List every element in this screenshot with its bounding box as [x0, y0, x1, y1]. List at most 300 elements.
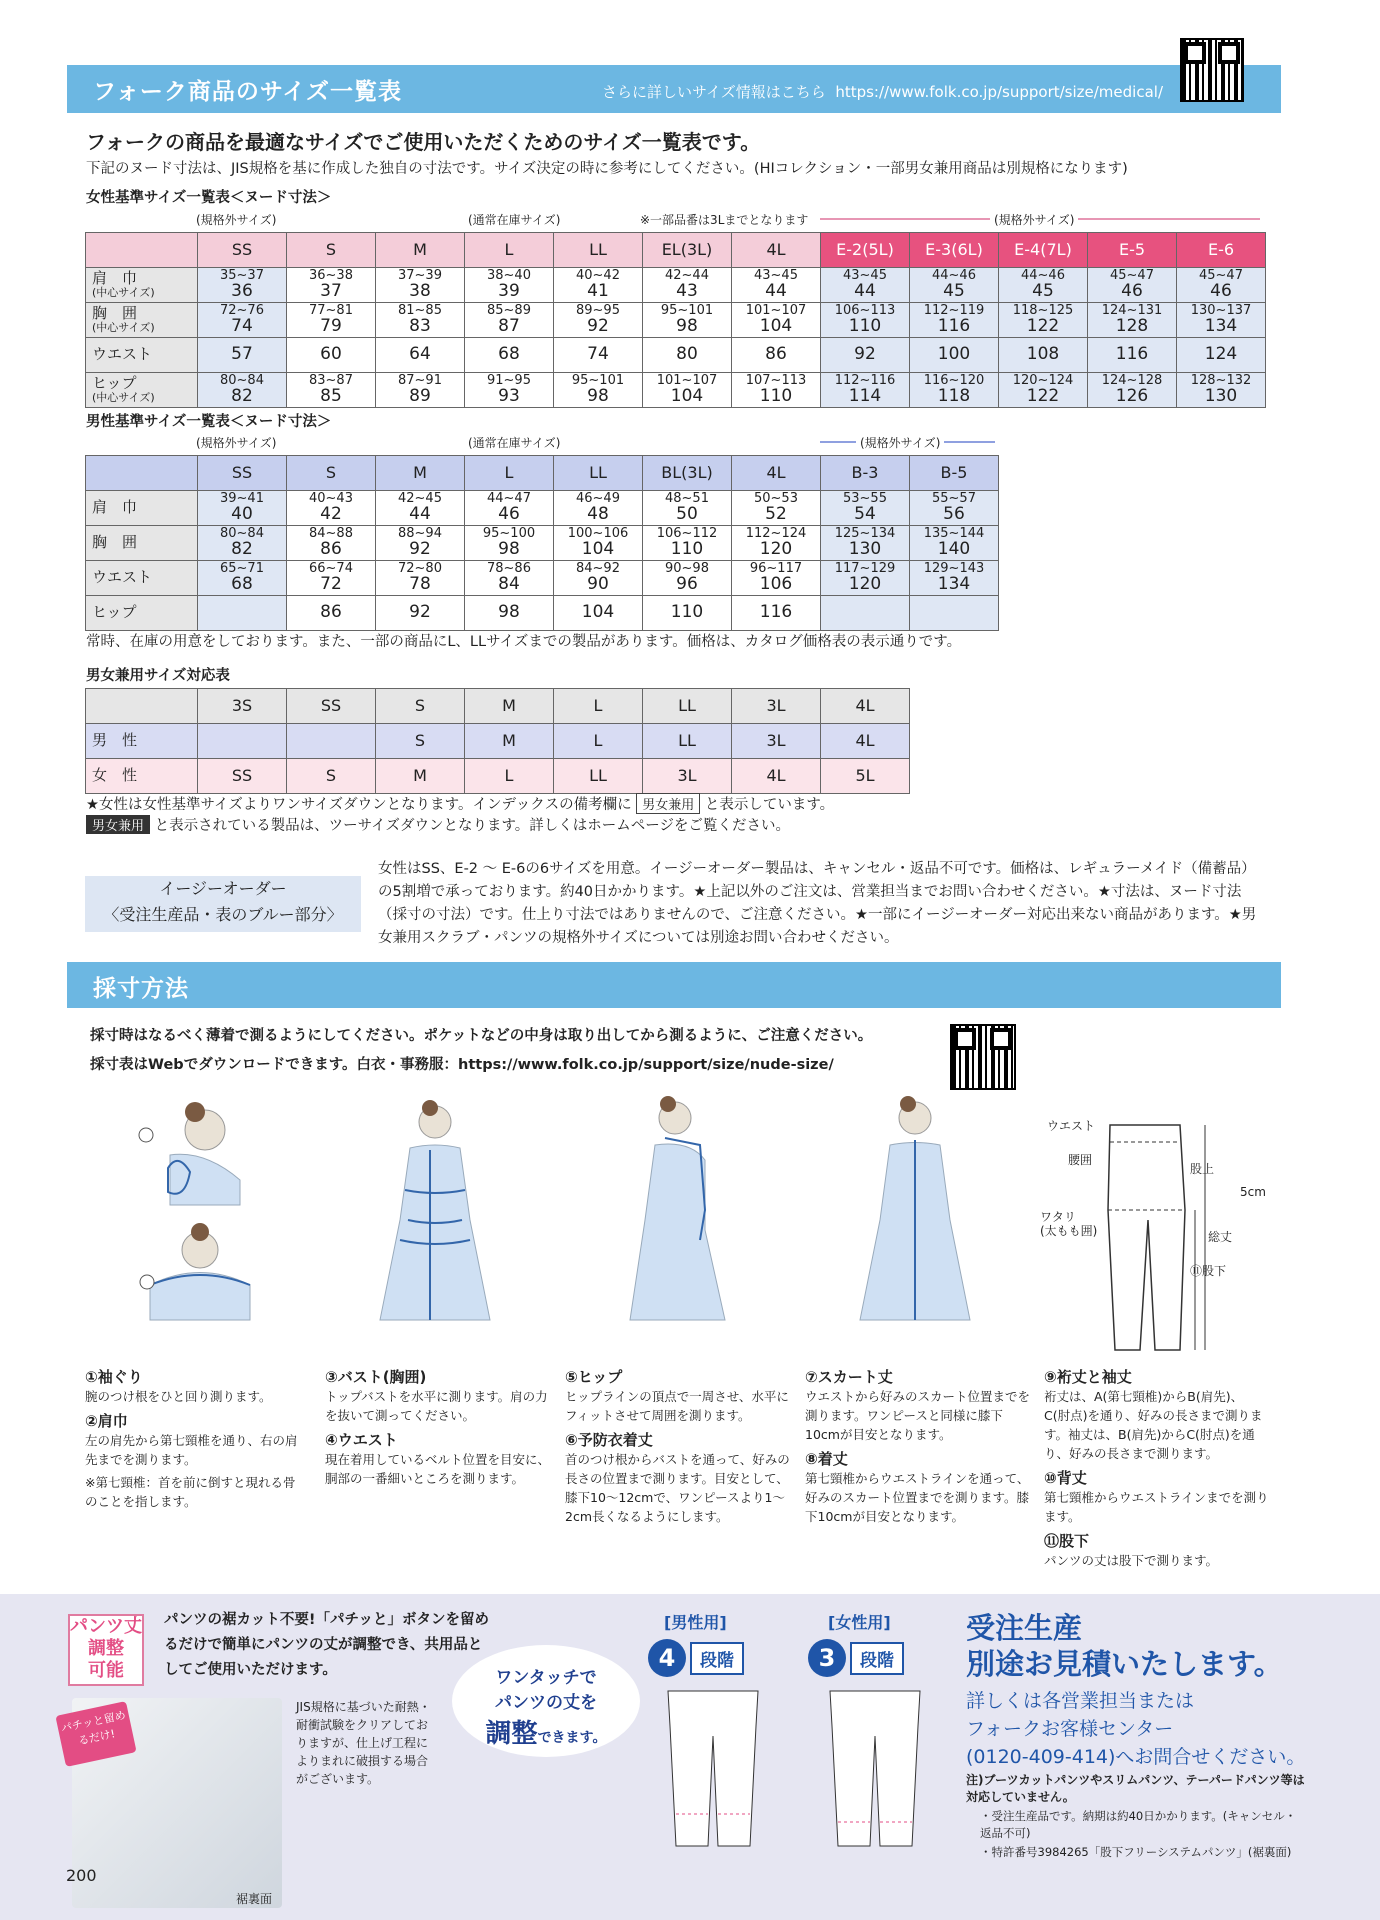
men-range-value: 100~106 — [567, 526, 629, 542]
men-center-value: 120 — [759, 538, 793, 559]
women-header-corner — [86, 233, 198, 268]
women-range-value: 36~38 — [309, 268, 353, 284]
intro-note: 下記のヌード寸法は、JIS規格を基に作成した独自の寸法です。サイズ決定の時に参考にしてください。(HIコレクション・一部男女兼用商品は別規格になります) — [86, 161, 1128, 177]
women-center-value: 36 — [231, 280, 253, 301]
men-range-value: 84~92 — [576, 561, 620, 577]
women-measure-row — [86, 303, 1266, 338]
unisex-header-row — [86, 689, 910, 724]
women-note-label: ※一部品番は3Lまでとなります — [640, 213, 809, 227]
men-center-value: 84 — [498, 573, 520, 594]
men-range-value: 65~71 — [220, 561, 264, 577]
men-range-value: 72~80 — [398, 561, 442, 577]
women-center-value: 38 — [409, 280, 431, 301]
men-range-value: 80~84 — [220, 526, 264, 542]
women-center-value: 98 — [676, 315, 698, 336]
women-size-header: E-6 — [1177, 233, 1266, 268]
women-table-title: 女性基準サイズ一覧表＜ヌード寸法＞ — [86, 190, 332, 206]
jis-note: JIS規格に基づいた耐熱・耐衝試験をクリアしておりますが、仕上げ工程によりまれに破損する場合がございます。 — [296, 1700, 431, 1786]
women-size-header: 4L — [732, 233, 821, 268]
women-center-value: 45 — [1032, 280, 1054, 301]
women-size-cell — [554, 373, 643, 408]
women-size-cell — [1177, 303, 1266, 338]
easy-order-label-1: イージーオーダー — [159, 879, 287, 898]
women-outside-right-label: (規格外サイズ) — [990, 211, 1078, 228]
men-size-cell — [821, 561, 910, 596]
women-center-value: 126 — [1115, 385, 1149, 406]
women-size-cell — [821, 303, 910, 338]
women-center-value: 130 — [1204, 385, 1238, 406]
figure-front-dress — [380, 1100, 490, 1320]
women-size-header: E-4(7L) — [999, 233, 1088, 268]
caption-desc-10: 第七頸椎からウエストラインまでを測ります。 — [1044, 1490, 1269, 1524]
measure-figures — [0, 1090, 1300, 1360]
women-center-value: 110 — [759, 385, 793, 406]
hem-label: 裾裏面 — [236, 1892, 273, 1906]
men-size-cell — [643, 596, 732, 631]
women-size-cell — [999, 268, 1088, 303]
women-range-value: 120~124 — [1012, 373, 1074, 389]
qr-code-icon[interactable] — [1180, 38, 1244, 102]
women-outside-left-label: (規格外サイズ) — [196, 213, 277, 227]
men-range-value: 48~51 — [665, 491, 709, 507]
men-size-cell — [287, 561, 376, 596]
men-center-value: 68 — [231, 573, 253, 594]
women-range-value: 85~89 — [487, 303, 531, 319]
women-label: [女性用] — [828, 1613, 891, 1632]
women-size-cell — [910, 373, 999, 408]
women-size-cell — [1177, 268, 1266, 303]
caption-desc-11: パンツの丈は股下で測ります。 — [1044, 1553, 1219, 1568]
caption-col-2 — [325, 1366, 550, 1488]
men-center-value: 86 — [320, 602, 342, 623]
women-size-cell — [732, 338, 821, 373]
women-size-cell — [999, 338, 1088, 373]
women-size-cell — [198, 303, 287, 338]
unisex-size-header: LL — [643, 689, 732, 724]
men-row-label — [86, 526, 198, 561]
unisex-size-table — [85, 688, 910, 794]
women-size-cell — [732, 373, 821, 408]
women-center-value: 68 — [498, 344, 520, 365]
men-step-count: 4 — [648, 1639, 686, 1677]
men-size-cell — [732, 561, 821, 596]
women-size-header: E-3(6L) — [910, 233, 999, 268]
men-pants-illustration — [658, 1686, 768, 1856]
men-row-label-text: ヒップ — [92, 603, 137, 622]
women-center-value: 100 — [937, 344, 971, 365]
men-size-header: BL(3L) — [643, 456, 732, 491]
caption-title-11: ⑪股下 — [1044, 1532, 1090, 1550]
caption-desc-4: 現在着用しているベルト位置を目安に、胴部の一番細いところを測ります。 — [325, 1452, 551, 1486]
men-size-cell — [643, 491, 732, 526]
women-size-cell — [910, 338, 999, 373]
unisex-male-label: 男 性 — [86, 724, 198, 759]
caption-desc-2: 左の肩先から第七頸椎を通り、右の肩先までを測ります。 — [85, 1433, 298, 1467]
men-size-cell — [465, 491, 554, 526]
unisex-female-row — [86, 759, 910, 794]
women-range-value: 81~85 — [398, 303, 442, 319]
women-range-value: 101~107 — [745, 303, 807, 319]
unisex-note-2-text: と表示されている製品は、ツーサイズダウンとなります。詳しくはホームページをご覧ください。 — [154, 818, 791, 834]
unisex-female-cell: 3L — [643, 759, 732, 794]
unisex-female-cell: LL — [554, 759, 643, 794]
women-size-cell — [643, 373, 732, 408]
intro-heading: フォークの商品を最適なサイズでご使用いただくためのサイズ一覧表です。 — [86, 130, 761, 154]
women-size-header: L — [465, 233, 554, 268]
men-measure-row — [86, 491, 999, 526]
unisex-size-header: S — [376, 689, 465, 724]
women-center-value: 57 — [231, 344, 253, 365]
pants-label-rise: 股上 — [1190, 1162, 1215, 1176]
link-label: さらに詳しいサイズ情報はこちら — [601, 83, 826, 101]
page-number: 200 — [66, 1866, 97, 1885]
men-center-value: 56 — [943, 503, 965, 524]
women-center-value: 116 — [937, 315, 971, 336]
men-center-value: 54 — [854, 503, 876, 524]
men-center-value: 90 — [587, 573, 609, 594]
women-size-cell — [910, 303, 999, 338]
men-size-cell — [910, 596, 999, 631]
unisex-size-header: L — [554, 689, 643, 724]
women-size-header: E-5 — [1088, 233, 1177, 268]
women-center-value: 92 — [854, 344, 876, 365]
unisex-female-cell: 5L — [821, 759, 910, 794]
men-size-table — [85, 455, 999, 631]
men-row-label-text: 肩 巾 — [92, 498, 138, 517]
men-range-value: 39~41 — [220, 491, 264, 507]
men-size-cell — [198, 526, 287, 561]
women-range-value: 101~107 — [656, 373, 718, 389]
men-range-value: 96~117 — [749, 561, 803, 577]
women-size-cell — [376, 338, 465, 373]
unisex-female-cell: L — [465, 759, 554, 794]
men-row-label-text: 胸 囲 — [92, 533, 138, 552]
caption-desc-1: 腕のつけ根をひと回り測ります。 — [85, 1389, 272, 1404]
contact-2: フォークお客様センター — [966, 1718, 1174, 1740]
men-size-cell — [910, 561, 999, 596]
women-size-header-row — [86, 233, 1266, 268]
men-size-cell — [732, 526, 821, 561]
figure-side-dress — [630, 1096, 725, 1320]
women-size-cell — [1088, 373, 1177, 408]
women-range-value: 42~44 — [665, 268, 709, 284]
men-center-value: 40 — [231, 503, 253, 524]
women-measure-row — [86, 338, 1266, 373]
unisex-female-cell: SS — [198, 759, 287, 794]
women-range-value: 44~46 — [1021, 268, 1065, 284]
men-size-header-row — [86, 456, 999, 491]
women-size-cell — [287, 268, 376, 303]
pants-label-length: 総丈 — [1208, 1230, 1233, 1244]
women-size-cell — [1177, 338, 1266, 373]
women-step-word: 段階 — [850, 1642, 904, 1675]
men-range-value: 66~74 — [309, 561, 353, 577]
men-size-cell — [643, 561, 732, 596]
women-center-value: 83 — [409, 315, 431, 336]
women-row-label-text: 肩 巾 — [92, 269, 138, 288]
men-range-value: 90~98 — [665, 561, 709, 577]
women-size-cell — [732, 268, 821, 303]
men-center-value: 46 — [498, 503, 520, 524]
unisex-size-header: M — [465, 689, 554, 724]
men-size-cell — [198, 596, 287, 631]
men-center-value: 52 — [765, 503, 787, 524]
men-measure-row — [86, 526, 999, 561]
caption-col-3 — [565, 1366, 790, 1526]
unisex-size-header: SS — [287, 689, 376, 724]
men-range-value: 125~134 — [834, 526, 896, 542]
men-outside-right-label: (規格外サイズ) — [856, 434, 944, 451]
women-range-value: 87~91 — [398, 373, 442, 389]
women-size-cell — [376, 268, 465, 303]
men-range-value: 84~88 — [309, 526, 353, 542]
women-size-cell — [465, 338, 554, 373]
women-center-value: 87 — [498, 315, 520, 336]
adjust-badge-line-2: 調整 — [88, 1638, 124, 1659]
men-size-header: SS — [198, 456, 287, 491]
caption-col-4 — [805, 1366, 1030, 1526]
unisex-header-corner — [86, 689, 198, 724]
measure-line-1: 採寸時はなるべく薄着で測るようにしてください。ポケットなどの中身は取り出してから測るように、ご注意ください。 — [90, 1028, 873, 1044]
size-info-link[interactable] — [602, 81, 1163, 102]
men-size-header: L — [465, 456, 554, 491]
caption-desc-7: ウエストから好みのスカート位置までを測ります。ワンピースと同様に膝下10cmが目安となります。 — [805, 1389, 1031, 1442]
figure-pants — [1108, 1125, 1205, 1350]
women-row-label — [86, 268, 198, 303]
unisex-note-1-a: ★女性は女性基準サイズよりワンサイズダウンとなります。インデックスの備考欄に — [86, 797, 632, 813]
men-center-value: 86 — [320, 538, 342, 559]
unisex-female-label: 女 性 — [86, 759, 198, 794]
women-size-cell — [821, 268, 910, 303]
women-row-label-text: ヒップ — [92, 374, 137, 393]
women-size-header: M — [376, 233, 465, 268]
women-range-value: 45~47 — [1199, 268, 1243, 284]
caption-title-6: ⑥予防衣着丈 — [565, 1431, 653, 1449]
women-center-value: 89 — [409, 385, 431, 406]
men-size-cell — [465, 596, 554, 631]
men-stock-note: 常時、在庫の用意をしております。また、一部の商品にL、LLサイズまでの製品があります。価格は、カタログ価格表の表示通りです。 — [86, 634, 962, 650]
women-center-value: 41 — [587, 280, 609, 301]
men-range-value: 135~144 — [923, 526, 985, 542]
men-center-value: 96 — [676, 573, 698, 594]
men-center-value: 106 — [759, 573, 793, 594]
men-center-value: 116 — [759, 602, 793, 623]
unisex-male-cell: L — [554, 724, 643, 759]
bubble-line-3b: できます。 — [537, 1730, 607, 1746]
men-size-cell — [821, 491, 910, 526]
promo-section — [0, 1594, 1380, 1920]
women-range-value: 106~113 — [834, 303, 896, 319]
women-center-value: 116 — [1115, 344, 1149, 365]
unisex-male-cell: 3L — [732, 724, 821, 759]
unisex-size-header: 3S — [198, 689, 287, 724]
women-center-value: 39 — [498, 280, 520, 301]
women-size-cell — [287, 338, 376, 373]
women-center-value: 93 — [498, 385, 520, 406]
caption-title-8: ⑧着丈 — [805, 1450, 848, 1468]
adjust-badge — [68, 1614, 144, 1686]
men-center-value: 134 — [937, 573, 971, 594]
men-size-cell — [821, 526, 910, 561]
caption-title-7: ⑦スカート丈 — [805, 1368, 893, 1386]
women-row-sublabel: (中心サイズ) — [92, 286, 155, 300]
men-size-header: LL — [554, 456, 643, 491]
women-size-cell — [821, 338, 910, 373]
women-measure-row — [86, 268, 1266, 303]
women-size-cell — [821, 373, 910, 408]
women-range-value: 77~81 — [309, 303, 353, 319]
women-size-cell — [1177, 373, 1266, 408]
women-range-value: 38~40 — [487, 268, 531, 284]
unisex-female-cell: M — [376, 759, 465, 794]
men-range-value: 117~129 — [834, 561, 896, 577]
men-range-value: 53~55 — [843, 491, 887, 507]
caption-desc-8: 第七頸椎からウエストラインを通って、好みのスカート位置までを測ります。膝下10cmが目安となります。 — [805, 1471, 1030, 1524]
banner-title: フォーク商品のサイズ一覧表 — [93, 79, 403, 105]
caption-title-2: ②肩巾 — [85, 1412, 128, 1430]
women-size-cell — [554, 338, 643, 373]
women-size-header: SS — [198, 233, 287, 268]
women-size-cell — [732, 303, 821, 338]
men-size-cell — [554, 491, 643, 526]
bubble-line-2: パンツの丈を — [495, 1693, 597, 1713]
unisex-female-cell: 4L — [732, 759, 821, 794]
pants-label-inseam: ⑪股下 — [1190, 1264, 1227, 1278]
women-center-value: 110 — [848, 315, 882, 336]
men-center-value: 92 — [409, 538, 431, 559]
caption-col-1 — [85, 1366, 305, 1511]
women-range-value: 107~113 — [745, 373, 807, 389]
women-range-value: 37~39 — [398, 268, 442, 284]
unisex-female-cell: S — [287, 759, 376, 794]
women-center-value: 45 — [943, 280, 965, 301]
unisex-badge: 男女兼用 — [636, 793, 700, 814]
men-size-cell — [554, 596, 643, 631]
men-header-corner — [86, 456, 198, 491]
men-size-header: M — [376, 456, 465, 491]
adjust-badge-line-3: 可能 — [88, 1660, 124, 1681]
size-table-banner — [67, 65, 1281, 113]
figure-shoulder — [139, 1102, 250, 1320]
order-big-2: 別途お見積いたします。 — [966, 1647, 1283, 1681]
pants-label-hip: 腰囲 — [1068, 1153, 1093, 1167]
men-range-value: 88~94 — [398, 526, 442, 542]
men-size-cell — [910, 526, 999, 561]
women-row-sublabel: (中心サイズ) — [92, 391, 155, 405]
women-pants-illustration — [820, 1686, 930, 1856]
men-center-value: 98 — [498, 538, 520, 559]
unisex-badge-dark: 男女兼用 — [86, 815, 150, 834]
caption-title-4: ④ウエスト — [325, 1431, 398, 1449]
unisex-size-header: 4L — [821, 689, 910, 724]
men-range-value: 50~53 — [754, 491, 798, 507]
men-size-cell — [554, 561, 643, 596]
men-size-cell — [465, 561, 554, 596]
women-size-cell — [910, 268, 999, 303]
easy-order-text: 女性はSS、E-2 ～ E-6の6サイズを用意。イージーオーダー製品は、キャンセル・返品不可です。価格は、レギュラーメイド（備蓄品）の5割増で承っております。約40日かかります。★上記以外のご注文は、営業担当までお問い合わせください。★寸法は、ヌード寸法（採寸の寸法）です。仕上り寸法ではありませんので、ご注意ください。★一部にイージーオーダー対応出来ない商品があります。★男女兼用スクラブ・パンツの規格外サイズについては別途お問い合わせください。 — [378, 861, 1257, 946]
women-size-cell — [554, 303, 643, 338]
pants-label-thigh: ワタリ (太もも囲) — [1040, 1210, 1098, 1238]
women-size-header: S — [287, 233, 376, 268]
men-size-cell — [198, 491, 287, 526]
unisex-male-cell: LL — [643, 724, 732, 759]
bubble-line-3a: 調整 — [485, 1719, 538, 1749]
women-range-value: 118~125 — [1012, 303, 1074, 319]
women-row-label-text: 胸 囲 — [92, 304, 138, 323]
contact-3: (0120-409-414)へお問合せください。 — [966, 1746, 1306, 1768]
men-size-header: B-5 — [910, 456, 999, 491]
women-center-value: 64 — [409, 344, 431, 365]
men-center-value: 72 — [320, 573, 342, 594]
men-center-value: 44 — [409, 503, 431, 524]
women-size-cell — [554, 268, 643, 303]
women-center-value: 79 — [320, 315, 342, 336]
caption-title-1: ①袖ぐり — [85, 1368, 143, 1386]
women-size-cell — [465, 373, 554, 408]
women-center-value: 86 — [765, 344, 787, 365]
men-size-cell — [376, 491, 465, 526]
women-stock-label: (通常在庫サイズ) — [468, 213, 561, 227]
women-measure-row — [86, 373, 1266, 408]
easy-order-label-2: 〈受注生産品・表のブルー部分〉 — [103, 905, 343, 924]
women-range-value: 130~137 — [1190, 303, 1252, 319]
nude-size-qr-icon[interactable] — [950, 1024, 1016, 1090]
women-size-header: LL — [554, 233, 643, 268]
men-center-value: 104 — [581, 602, 615, 623]
women-center-value: 134 — [1204, 315, 1238, 336]
women-center-value: 74 — [587, 344, 609, 365]
women-center-value: 60 — [320, 344, 342, 365]
women-size-cell — [643, 338, 732, 373]
adjust-badge-line-1: パンツ丈 — [70, 1616, 142, 1637]
women-range-value: 95~101 — [660, 303, 714, 319]
men-size-cell — [198, 561, 287, 596]
men-label: [男性用] — [664, 1613, 727, 1632]
men-range-value: 78~86 — [487, 561, 531, 577]
women-center-value: 46 — [1210, 280, 1232, 301]
men-size-cell — [554, 526, 643, 561]
women-row-sublabel: (中心サイズ) — [92, 321, 155, 335]
measure-line-2: 採寸表はWebでダウンロードできます。白衣・事務服：https://www.folk.co.jp/support/size/nude-size/ — [90, 1057, 834, 1073]
men-center-value: 140 — [937, 538, 971, 559]
men-center-value: 78 — [409, 573, 431, 594]
fine-print-1: 注)ブーツカットパンツやスリムパンツ、テーパードパンツ等は対応していません。 — [966, 1773, 1305, 1804]
men-table-title: 男性基準サイズ一覧表＜ヌード寸法＞ — [86, 414, 332, 430]
easy-order-box — [85, 876, 361, 932]
women-range-value: 72~76 — [220, 303, 264, 319]
men-step-word: 段階 — [690, 1642, 744, 1675]
snap-tag-text: パチッと留めるだけ! — [59, 1708, 127, 1748]
women-range-value: 83~87 — [309, 373, 353, 389]
women-steps-block — [808, 1610, 904, 1677]
men-size-cell — [910, 491, 999, 526]
men-range-value: 55~57 — [932, 491, 976, 507]
men-range-value: 46~49 — [576, 491, 620, 507]
men-size-cell — [732, 596, 821, 631]
women-range-value: 43~45 — [754, 268, 798, 284]
women-range-value: 116~120 — [923, 373, 985, 389]
men-size-cell — [465, 526, 554, 561]
men-size-cell — [732, 491, 821, 526]
men-size-header: B-3 — [821, 456, 910, 491]
women-center-value: 44 — [854, 280, 876, 301]
unisex-size-header: 3L — [732, 689, 821, 724]
women-size-table — [85, 232, 1266, 408]
men-size-header: 4L — [732, 456, 821, 491]
men-center-value: 48 — [587, 503, 609, 524]
women-size-cell — [376, 373, 465, 408]
women-range-value: 91~95 — [487, 373, 531, 389]
